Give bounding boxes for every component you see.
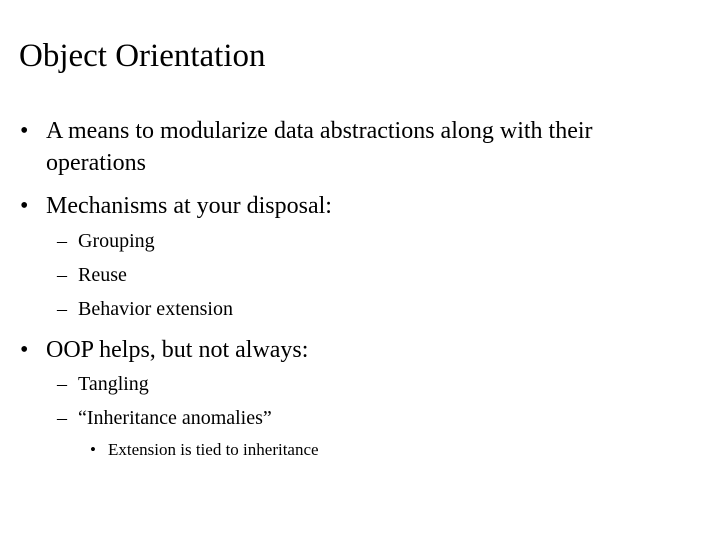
sub-bullet-item	[57, 372, 657, 396]
sub-bullet-item	[57, 229, 657, 253]
bullet-text: A means to modularize data abstractions along with their	[46, 118, 593, 144]
sub-bullet-text: Reuse	[78, 264, 127, 286]
sub-sub-bullet-marker: •	[90, 440, 96, 459]
bullet-marker: •	[20, 118, 29, 144]
sub-bullet-marker: –	[57, 373, 67, 395]
bullet-marker: •	[20, 193, 29, 219]
sub-bullet-text: Grouping	[78, 230, 155, 252]
sub-bullet-item	[57, 406, 657, 430]
sub-bullet-text: Behavior extension	[78, 298, 233, 320]
bullet-marker: •	[20, 337, 29, 363]
sub-bullet-item	[57, 297, 657, 321]
sub-sub-bullet-text: Extension is tied to inheritance	[108, 440, 319, 459]
sub-bullet-text: “Inheritance anomalies”	[78, 407, 272, 429]
sub-bullet-marker: –	[57, 264, 67, 286]
sub-bullet-text: Tangling	[78, 373, 149, 395]
bullet-text: Mechanisms at your disposal:	[46, 193, 332, 219]
bullet-text: OOP helps, but not always:	[46, 337, 309, 363]
bullet-text: operations	[46, 150, 146, 176]
sub-bullet-item	[57, 263, 657, 287]
sub-sub-bullet-item	[90, 440, 650, 460]
bullet-item	[20, 192, 700, 220]
sub-bullet-marker: –	[57, 407, 67, 429]
bullet-continuation	[46, 149, 146, 177]
bullet-item	[20, 117, 700, 145]
bullet-item	[20, 336, 700, 364]
sub-bullet-marker: –	[57, 230, 67, 252]
slide-title: Object Orientation	[19, 38, 266, 74]
sub-bullet-marker: –	[57, 298, 67, 320]
